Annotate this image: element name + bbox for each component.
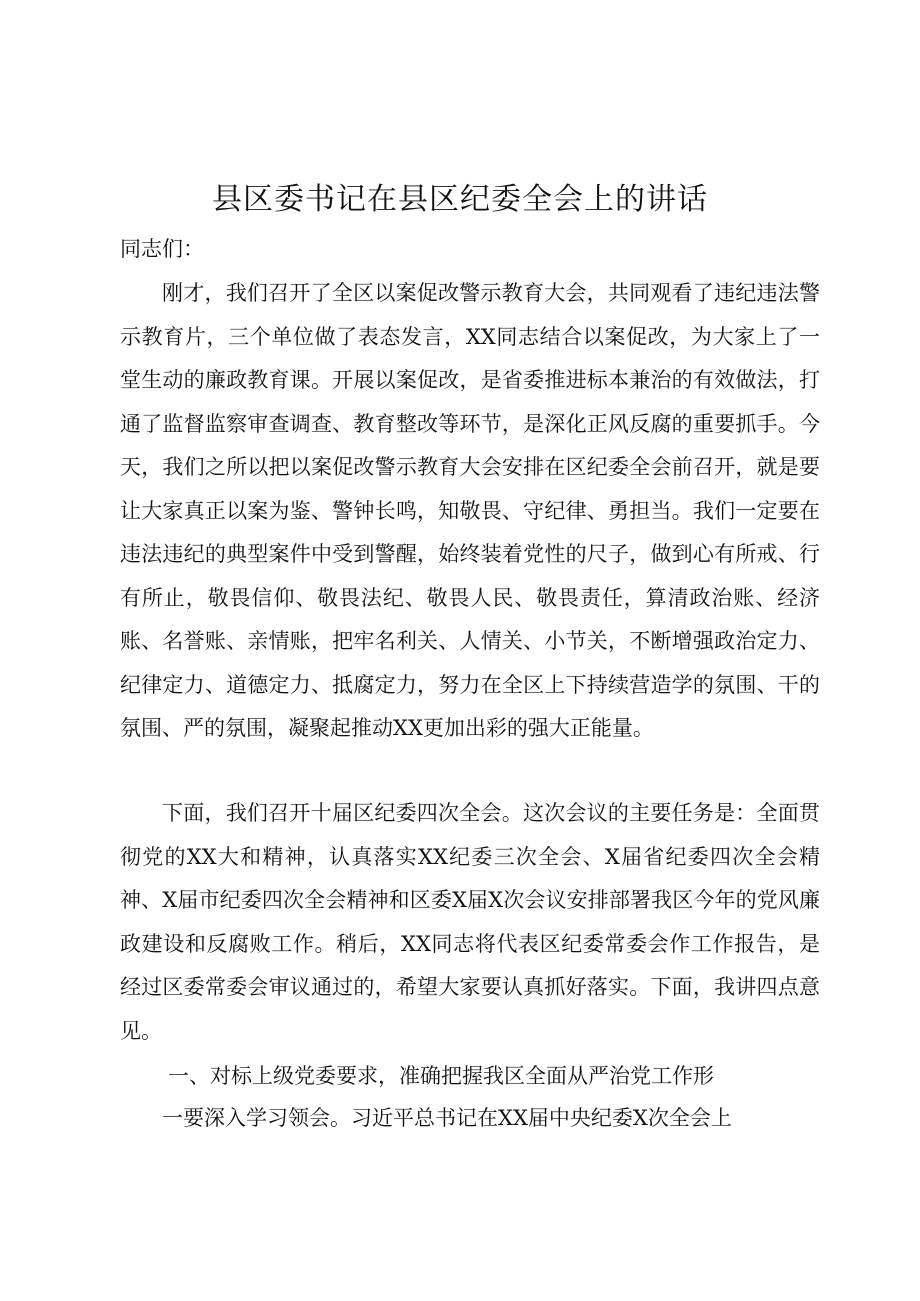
body-paragraph-2: 下面，我们召开十届区纪委四次全会。这次会议的主要任务是：全面贯彻党的XX大和精神，认真落实XX纪委三次全会、X届省纪委四次全会精神、X届市纪委四次全会精神和区委X届X次会议安排部署我区今年的党风廉政建设和反腐败工作。稍后，XX同志将代表区纪委常委会作工作报告，是经过区委常委会审议通过的，希望大家要认真抓好落实。下面，我讲四点意见。 <box>120 801 820 1043</box>
salutation: 同志们： <box>120 237 204 261</box>
section-heading-1: 一、对标上级党委要求，准确把握我区全面从严治党工作形 <box>168 1064 714 1088</box>
document-title: 县区委书记在县区纪委全会上的讲话 <box>212 182 708 217</box>
body-paragraph-1: 刚才，我们召开了全区以案促改警示教育大会，共同观看了违纪违法警示教育片，三个单位做了表态发言，XX同志结合以案促改，为大家上了一堂生动的廉政教育课。开展以案促改，是省委推进标本兼治的有效做法，打通了监督监察审查调查、教育整改等环节，是深化正风反腐的重要抓手。今天，我们之所以把以案促改警示教育大会安排在区纪委全会前召开，就是要让大家真正以案为鉴、警钟长鸣，知敬畏、守纪律、勇担当。我们一定要在违法违纪的典型案件中受到警醒，始终装着党性的尺子，做到心有所戒、行有所止，敬畏信仰、敬畏法纪、敬畏人民、敬畏责任，算清政治账、经济账、名誉账、亲情账，把牢名利关、人情关、小节关，不断增强政治定力、纪律定力、道德定力、抵腐定力，努力在全区上下持续营造学的氛围、干的氛围、严的氛围，凝聚起推动XX更加出彩的强大正能量。 <box>120 281 820 740</box>
body-paragraph-3: 一要深入学习领会。习近平总书记在XX届中央纪委X次全会上 <box>162 1106 732 1130</box>
